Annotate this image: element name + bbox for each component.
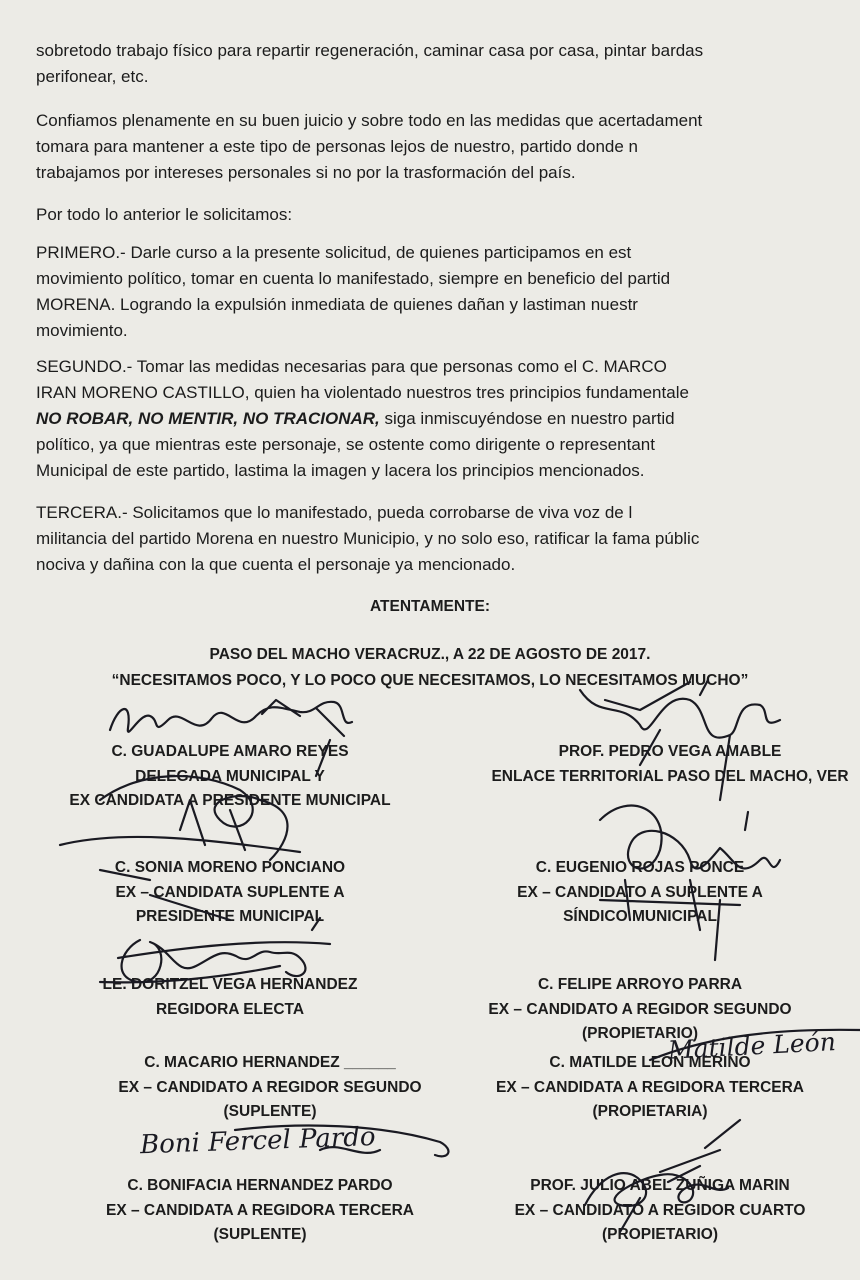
signature-matilde-leon: Matilde León bbox=[667, 1027, 837, 1065]
paragraph-primero: PRIMERO.- Darle curso a la presente solicitud, de quienes participamos en est movimiento político, tomar en cuenta lo manifestado, siempre en beneficio del partid MORENA. Logrando la expulsión inmediata de quienes dañan y lastiman nuestr movimiento. bbox=[36, 243, 671, 340]
closing-atentamente: ATENTAMENTE: bbox=[370, 598, 490, 615]
slogan: “NECESITAMOS POCO, Y LO POCO QUE NECESITAMOS, LO NECESITAMOS MUCHO” bbox=[111, 672, 749, 689]
paragraph-tercera: TERCERA.- Solicitamos que lo manifestado, pueda corrobarse de viva voz de l militancia del partido Morena en nuestro Municipio, y no solo eso, ratificar la fama públic nociva y dañina con la que cuenta el personaje ya mencionado. bbox=[36, 503, 700, 574]
place-date: PASO DEL MACHO VERACRUZ., A 22 DE AGOSTO DE 2017. bbox=[209, 646, 651, 663]
signatory-matilde-leon: C. MATILDE LEON MERINO EX – CANDIDATA A REGIDORA TERCERA (PROPIETARIA) bbox=[495, 1054, 804, 1120]
signatory-pedro-vega: PROF. PEDRO VEGA AMABLE ENLACE TERRITORIAL PASO DEL MACHO, VER bbox=[491, 743, 849, 785]
signatory-guadalupe-amaro: C. GUADALUPE AMARO REYES DELEGADA MUNICIPAL Y EX CANDIDATA A PRESIDENTE MUNICIPAL bbox=[69, 743, 391, 809]
signatory-eugenio-rojas: C. EUGENIO ROJAS PONCE EX – CANDIDATO A SUPLENTE A SÍNDICO MUNICIPAL bbox=[517, 859, 763, 925]
paragraph-request-intro: Por todo lo anterior le solicitamos: bbox=[36, 205, 293, 224]
signatory-julio-zuniga: PROF. JULIO ABEL ZUÑIGA MARIN EX – CANDIDATO A REGIDOR CUARTO (PROPIETARIO) bbox=[514, 1177, 806, 1243]
signatory-sonia-moreno: C. SONIA MORENO PONCIANO EX – CANDIDATA SUPLENTE A PRESIDENTE MUNICIPAL bbox=[114, 859, 346, 925]
signatory-felipe-arroyo: C. FELIPE ARROYO PARRA EX – CANDIDATO A REGIDOR SEGUNDO (PROPIETARIO) bbox=[488, 976, 792, 1042]
paragraph-trust: Confiamos plenamente en su buen juicio y sobre todo en las medidas que acertadament tomara para mantener a este tipo de personas lejos de nuestro, partido donde n trabajamos por intereses personales si no por la trasformación del país. bbox=[36, 111, 703, 182]
signature-bonifacia-stroke bbox=[235, 1126, 448, 1157]
principles-emphasis: NO ROBAR, NO MENTIR, NO TRACIONAR, bbox=[36, 409, 380, 428]
signatory-bonifacia-hernandez: C. BONIFACIA HERNANDEZ PARDO EX – CANDIDATA A REGIDORA TERCERA (SUPLENTE) bbox=[105, 1177, 414, 1243]
signature-bonifacia: Boni Fercel Pardo bbox=[139, 1122, 377, 1161]
signatory-macario-hernandez: C. MACARIO HERNANDEZ ______ EX – CANDIDATO A REGIDOR SEGUNDO (SUPLENTE) bbox=[118, 1054, 422, 1120]
signatory-doritzel-vega: LE. DORITZEL VEGA HERNANDEZ REGIDORA ELECTA bbox=[102, 976, 358, 1018]
paragraph-intro: sobretodo trabajo físico para repartir regeneración, caminar casa por casa, pintar bardas perifonear, etc. bbox=[36, 41, 704, 86]
paragraph-segundo: SEGUNDO.- Tomar las medidas necesarias para que personas como el C. MARCO IRAN MORENO CASTILLO, quien ha violentado nuestros tres principios fundamentale NO ROBAR, NO MENTIR, NO TRACIONAR, siga inmiscuyéndose en nuestro partid político, ya que mientras este personaje, se ostente como dirigente o representant Municipal de este partido, lastima la imagen y lacera los principios mencionados. bbox=[36, 357, 689, 480]
